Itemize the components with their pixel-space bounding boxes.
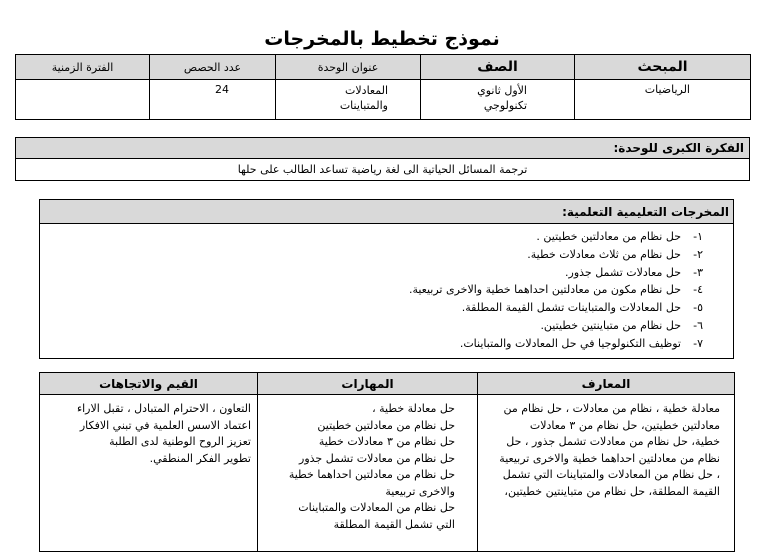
learning-outcomes-box xyxy=(39,199,734,359)
skills-list xyxy=(262,401,455,533)
big-idea-text: ترجمة المسائل الحياتية الى لغة رياضية تساعد الطالب على حلها xyxy=(16,159,750,181)
knowledge-skills-values-table xyxy=(39,372,735,552)
grade-header: الصف xyxy=(421,55,575,80)
subject-value: الرياضيات xyxy=(575,80,751,120)
value-item: تعزيز الروح الوطنية لدى الطلبة xyxy=(109,435,251,448)
outcome-item: ٧-توظيف التكنولوجيا في حل المعادلات والمتباينات. xyxy=(459,336,703,350)
grade-value: الأول ثانوي تكنولوجي xyxy=(421,80,575,120)
unit-info-table xyxy=(15,54,751,120)
skill-item: والاخرى تربيعية xyxy=(385,484,455,498)
skill-item: حل نظام من ٣ معادلات خطية xyxy=(318,435,455,448)
value-item: تطوير الفكر المنطقي. xyxy=(149,451,251,465)
outcome-item: ٣-حل معادلات تشمل جذور. xyxy=(565,265,703,279)
skill-item: حل نظام من معادلتين احداهما خطية xyxy=(288,468,455,481)
outcomes-list xyxy=(40,228,703,353)
knowledge-header: المعارف xyxy=(478,373,735,395)
outcome-item: ٤-حل نظام مكون من معادلتين احداهما خطية والاخرى تربيعية. xyxy=(408,283,703,297)
skill-item: حل نظام من معادلتين خطيتين xyxy=(317,418,455,432)
page-title: نموذج تخطيط بالمخرجات xyxy=(264,28,500,50)
values-header: القيم والاتجاهات xyxy=(40,373,258,395)
big-idea-box xyxy=(15,137,750,181)
subject-header: المبحث xyxy=(575,55,751,80)
outcome-item: ٢-حل نظام من ثلاث معادلات خطية. xyxy=(527,247,703,261)
outcomes-heading: المخرجات التعليمية التعلمية: xyxy=(40,200,734,224)
unit-title-value: المعادلات والمتباينات xyxy=(276,80,421,120)
unit-title-header: عنوان الوحدة xyxy=(276,55,421,80)
skill-item: حل نظام من معادلات تشمل جذور xyxy=(299,451,455,465)
knowledge-text: معادلة خطية ، نظام من معادلات ، حل نظام من معادلتين خطيتين، حل نظام من ٣ معادلات خطية، حل نظام من معادلات تشمل جذور ، حل نظام من معادلتين احداهما خطية والاخرى تربيعية ، حل نظام من المعادلات والمتباينات التي تشمل القيمة المطلقة، حل نظام من متباينتين خطيتين، xyxy=(478,395,735,552)
skill-item: حل معادلة خطية ، xyxy=(372,402,455,415)
value-item: اعتماد الاسس العلمية في تبني الافكار xyxy=(79,418,251,432)
skill-item: حل نظام من المعادلات والمتباينات xyxy=(298,501,455,514)
value-item: التعاون ، الاحترام المتبادل ، تقبل الاراء xyxy=(76,402,251,415)
values-list xyxy=(44,401,251,467)
time-period-header: الفترة الزمنية xyxy=(16,55,150,80)
big-idea-heading: الفكرة الكبرى للوحدة: xyxy=(16,138,750,159)
outcome-item: ٥-حل المعادلات والمتباينات تشمل القيمة المطلقة. xyxy=(461,301,703,315)
time-period-value xyxy=(16,80,150,120)
skills-header: المهارات xyxy=(258,373,478,395)
periods-header: عدد الحصص xyxy=(150,55,276,80)
skill-item: التي تشمل القيمة المطلقة xyxy=(333,517,455,531)
outcome-item: ٦-حل نظام من متباينتين خطيتين. xyxy=(540,318,703,332)
periods-value: 24 xyxy=(150,80,276,120)
outcome-item: ١-حل نظام من معادلتين خطيتين . xyxy=(536,230,703,243)
